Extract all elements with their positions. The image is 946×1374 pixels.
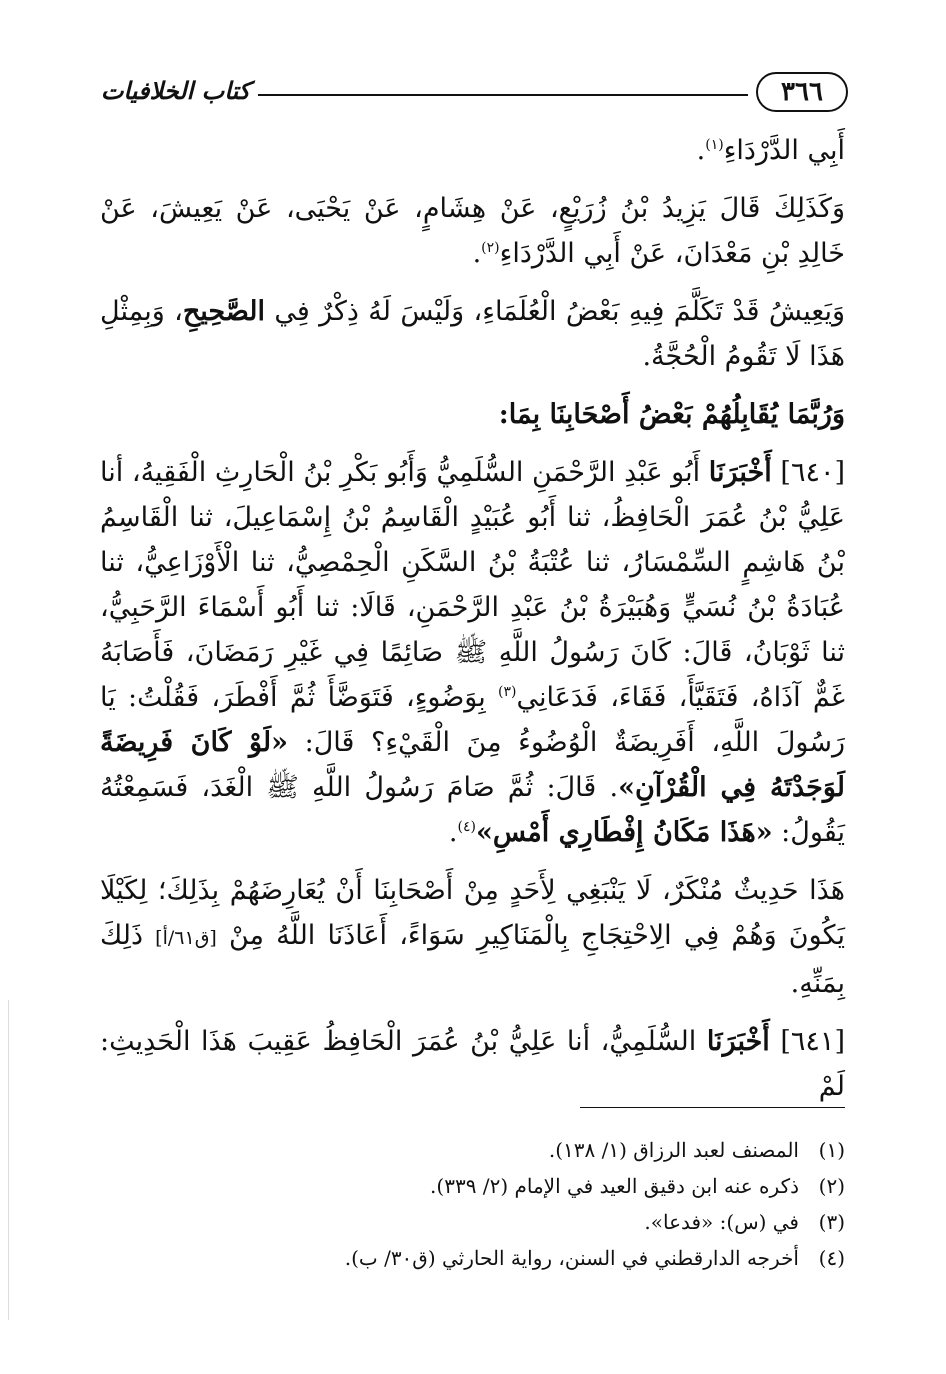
paragraph-3: وَيَعِيشُ قَدْ تَكَلَّمَ فِيهِ بَعْضُ الْعُلَمَاءِ، وَلَيْسَ لَهُ ذِكْرٌ فِي الصَّحِيحِ، وَبِمِثْلِ هَذَا لَا تَقُومُ الْحُجَّةُ. <box>100 296 845 372</box>
footnote-ref-4: (٤) <box>457 819 476 835</box>
scan-margin-line <box>8 1000 9 1320</box>
footnote-ref-2: (٢) <box>481 240 500 256</box>
section-heading: وَرُبَّمَا يُقَابِلُهُمْ بَعْضُ أَصْحَابِنَا بِمَا: <box>498 399 845 430</box>
hadith-640: [٦٤٠] أَخْبَرَنَا أَبُو عَبْدِ الرَّحْمَنِ السُّلَمِيُّ وَأَبُو بَكْرِ بْنُ الْحَارِثِ الْفَقِيهُ، أنا عَلِيُّ بْنُ عُمَرَ الْحَافِظُ، ثنا أَبُو عُبَيْدٍ الْقَاسِمُ بْنُ إِسْمَاعِيلَ، ثنا الْقَاسِمُ بْنُ هَاشِمٍ السِّمْسَارُ، ثنا عُتْبَةُ بْنُ السَّكَنِ الْحِمْصِيُّ، ثنا الْأَوْزَاعِيُّ، ثنا عُبَادَةُ بْنُ نُسَيٍّ وَهُبَيْرَةُ بْنُ عَبْدِ الرَّحْمَنِ، قَالَا: ثنا أَبُو أَسْمَاءَ الرَّحَبِيُّ، ثنا ثَوْبَانُ، قَالَ: كَانَ رَسُولُ اللَّهِ ﷺ صَائِمًا فِي غَيْرِ رَمَضَانَ، فَأَصَابَهُ غَمٌّ آذَاهُ، فَتَقَيَّأَ، فَقَاءَ، فَدَعَانِي$^{(٣)}$ بِوَضُوءٍ، فَتَوَضَّأَ ثُمَّ أَفْطَرَ، فَقُلْتُ: يَا رَسُولَ اللَّهِ، أَفَرِيضَةٌ الْوُضُوءُ مِنَ الْقَيْءِ؟ قَالَ: «لَوْ كَانَ فَرِيضَةً لَوَجَدْتَهُ فِي الْقُرْآنِ». قَالَ: ثُمَّ صَامَ رَسُولُ اللَّهِ ﷺ الْغَدَ، فَسَمِعْتُهُ يَقُولُ: «هَذَا مَكَانُ إِفْطَارِي أَمْسِ»$^{(٤)}$. <box>100 457 845 848</box>
akhbarana-640: أَخْبَرَنَا <box>708 457 772 488</box>
hadith-number-640: [٦٤٠] <box>780 457 845 488</box>
sahih-word: الصَّحِيحِ <box>182 296 265 327</box>
footnotes <box>100 1132 845 1276</box>
footnote-ref-1: (١) <box>705 137 724 153</box>
footnote-2: (٢)ذكره عنه ابن دقيق العيد في الإمام (٢/ ٣٣٩). <box>430 1174 845 1198</box>
footnote-1: (١)المصنف لعبد الرزاق (١/ ١٣٨). <box>548 1138 845 1162</box>
manuscript-ref: [ق٦١/أ] <box>155 927 217 949</box>
page-number: ٣٦٦ <box>756 72 848 112</box>
header-rule <box>258 94 748 96</box>
page-header <box>98 72 848 116</box>
quote-2: «هَذَا مَكَانُ إِفْطَارِي أَمْسِ» <box>475 817 773 848</box>
footnote-4: (٤)أخرجه الدارقطني في السنن، رواية الحارثي (ق٣٠/ ب). <box>344 1246 845 1270</box>
book-title: كتاب الخلافيات <box>100 76 251 105</box>
akhbarana-641: أَخْبَرَنَا <box>706 1026 770 1057</box>
hadith-number-641: [٦٤١] <box>780 1026 845 1057</box>
footnote-separator <box>580 1107 845 1108</box>
main-text <box>100 128 845 1122</box>
hadith-641: [٦٤١] أَخْبَرَنَا السُّلَمِيُّ، أنا عَلِيُّ بْنُ عُمَرَ الْحَافِظُ عَقِيبَ هَذَا الْحَدِيثِ: لَمْ <box>100 1026 845 1102</box>
paragraph-1: أَبِي الدَّرْدَاءِ$^{(١)}$. <box>696 135 845 166</box>
quote-1: «لَوْ كَانَ فَرِيضَةً لَوَجَدْتَهُ فِي الْقُرْآنِ» <box>100 727 845 803</box>
footnote-3: (٣)في (س): «فدعا». <box>644 1210 845 1234</box>
footnote-ref-3: (٣) <box>498 684 517 700</box>
paragraph-commentary: هَذَا حَدِيثٌ مُنْكَرٌ، لَا يَنْبَغِي لِأَحَدٍ مِنْ أَصْحَابِنَا أَنْ يُعَارِضَهُمْ بِذَلِكَ؛ لِكَيْلَا يَكُونَ وَهُمْ فِي الِاحْتِجَاجِ بِالْمَنَاكِيرِ سَوَاءً، أَعَاذَنَا اللَّهُ مِنْ [ق٦١/أ] ذَلِكَ بِمَنِّهِ. <box>100 875 845 999</box>
paragraph-2: وَكَذَلِكَ قَالَ يَزِيدُ بْنُ زُرَيْعٍ، عَنْ هِشَامٍ، عَنْ يَحْيَى، عَنْ يَعِيشَ، عَنْ خَالِدِ بْنِ مَعْدَانَ، عَنْ أَبِي الدَّرْدَاءِ$^{(٢)}$. <box>100 193 845 269</box>
